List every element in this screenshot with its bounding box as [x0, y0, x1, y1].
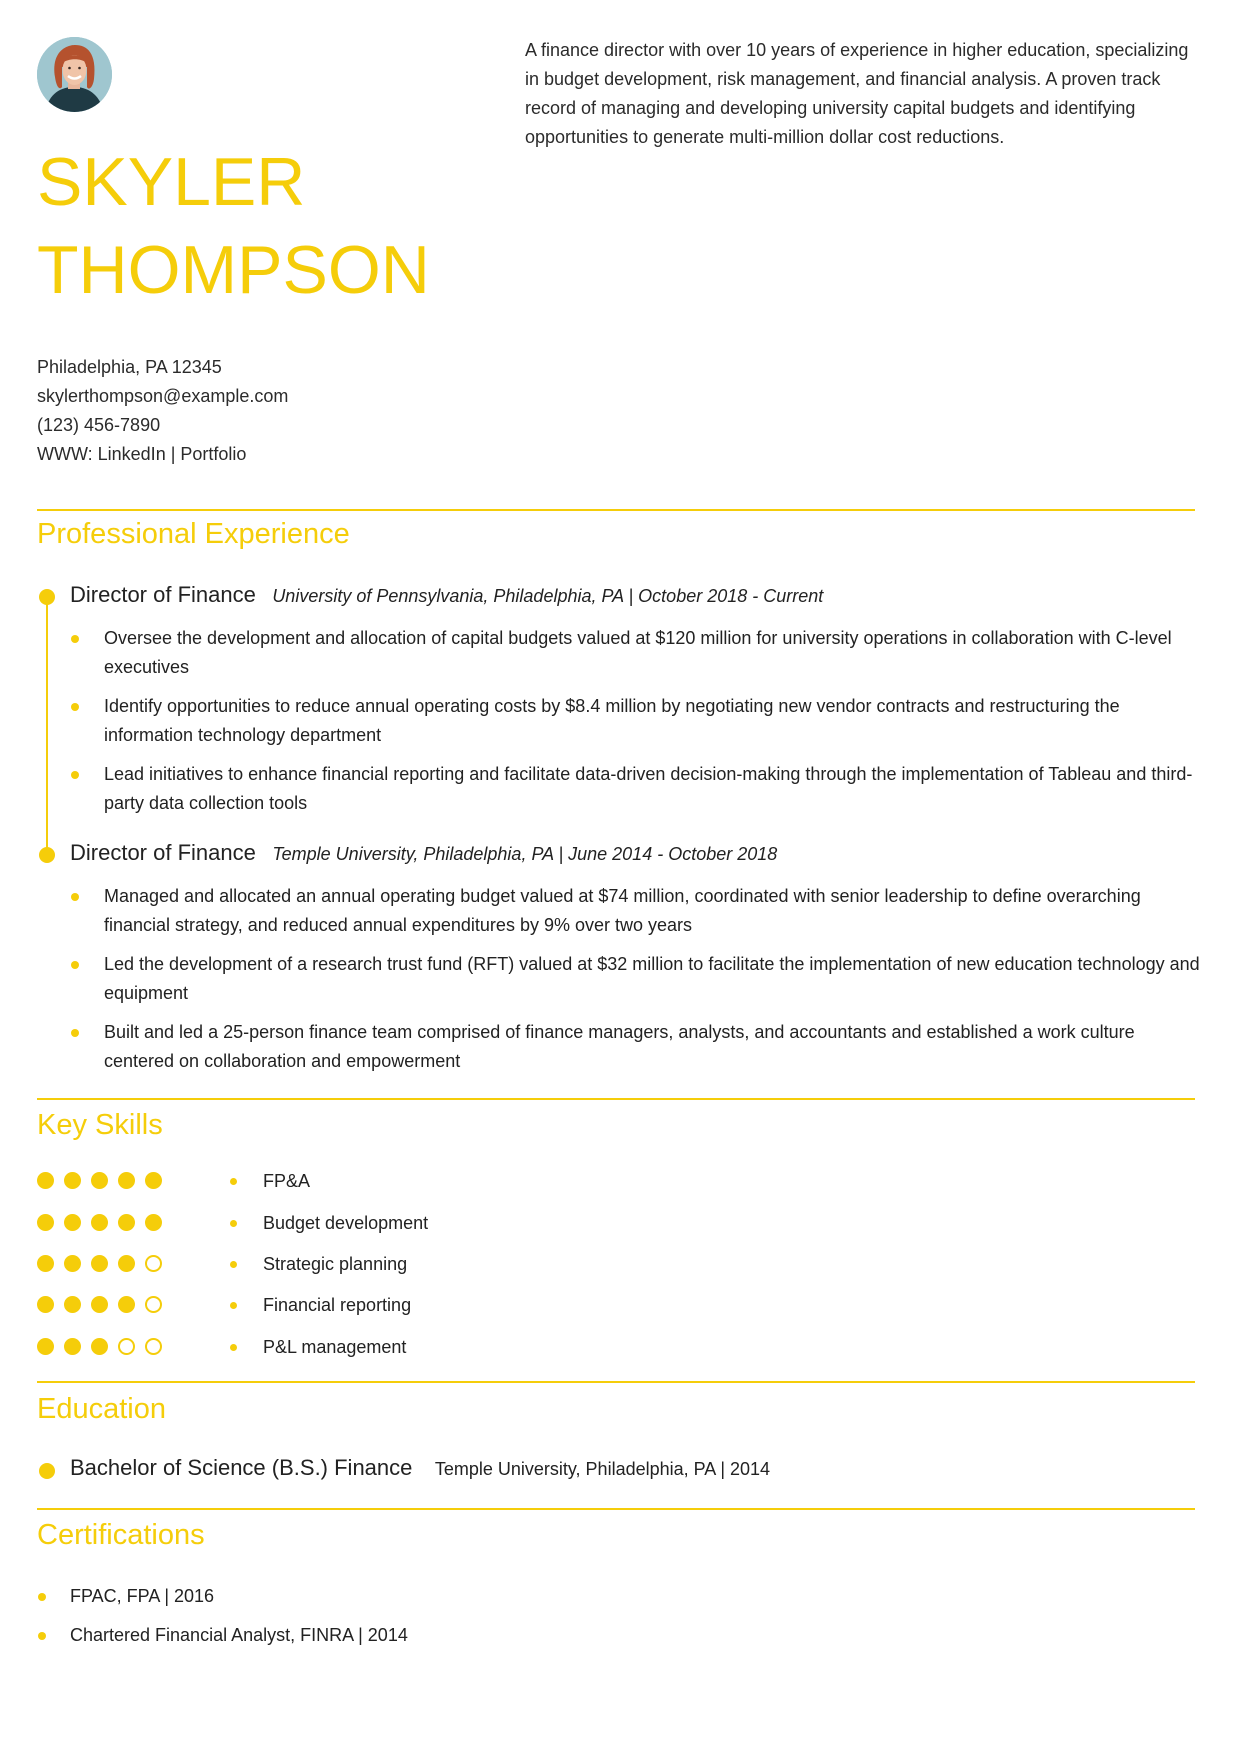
job-meta: Temple University, Philadelphia, PA | June 2014 - October 2018 — [272, 844, 778, 864]
rating-dot-filled-icon — [64, 1296, 81, 1313]
job-bullet: Oversee the development and allocation of capital budgets valued at $120 million for university operations in collaboration with C-level executives — [70, 624, 1200, 682]
rating-dot-empty-icon — [145, 1296, 162, 1313]
contact-email[interactable]: skylerthompson@example.com — [37, 386, 289, 406]
skill-label: Financial reporting — [263, 1295, 412, 1315]
first-name: SKYLER — [37, 144, 306, 220]
skill-row — [37, 1292, 637, 1318]
education-entry — [70, 1455, 770, 1481]
timeline-dot-icon — [39, 589, 55, 605]
experience-heading: Professional Experience — [37, 518, 350, 550]
skill-rating — [37, 1214, 172, 1232]
rating-dot-filled-icon — [91, 1214, 108, 1231]
job-bullet: Built and led a 25-person finance team comprised of finance managers, analysts, and accountants and established a work culture centered on collaboration and empowerment — [70, 1018, 1200, 1076]
job-meta: University of Pennsylvania, Philadelphia, PA | October 2018 - Current — [272, 586, 824, 606]
skill-row — [37, 1168, 637, 1194]
rating-dot-empty-icon — [145, 1338, 162, 1355]
degree: Bachelor of Science (B.S.) Finance — [70, 1455, 413, 1480]
rating-dot-filled-icon — [118, 1214, 135, 1231]
job-header — [70, 840, 777, 866]
job-bullet: Lead initiatives to enhance financial reporting and facilitate data-driven decision-making through the implementation of Tableau and third-party data collection tools — [70, 760, 1200, 818]
rating-dot-filled-icon — [91, 1172, 108, 1189]
contact-phone: (123) 456-7890 — [37, 415, 161, 435]
skill-row — [37, 1210, 637, 1236]
certification-item: FPAC, FPA | 2016 — [37, 1582, 408, 1611]
rating-dot-filled-icon — [37, 1296, 54, 1313]
rating-dot-filled-icon — [91, 1296, 108, 1313]
skill-label: Budget development — [263, 1213, 429, 1233]
school-meta: Temple University, Philadelphia, PA | 2014 — [434, 1459, 771, 1479]
skill-row — [37, 1334, 637, 1360]
job-header — [70, 582, 823, 608]
skills-heading: Key Skills — [37, 1109, 163, 1141]
job-bullet: Identify opportunities to reduce annual operating costs by $8.4 million by negotiating new vendor contracts and restructuring the information technology department — [70, 692, 1200, 750]
rating-dot-filled-icon — [37, 1255, 54, 1272]
bullet-dot-icon — [230, 1344, 237, 1351]
certification-item: Chartered Financial Analyst, FINRA | 2014 — [37, 1621, 408, 1650]
bullet-dot-icon — [230, 1261, 237, 1268]
skill-label: Strategic planning — [263, 1254, 408, 1274]
rating-dot-filled-icon — [118, 1255, 135, 1272]
section-divider — [37, 509, 1195, 511]
bullet-dot-icon — [230, 1220, 237, 1227]
job-title: Director of Finance — [70, 582, 256, 607]
rating-dot-filled-icon — [118, 1172, 135, 1189]
skill-rating — [37, 1172, 172, 1190]
bullet-dot-icon — [230, 1302, 237, 1309]
rating-dot-empty-icon — [118, 1338, 135, 1355]
experience-timeline — [46, 598, 48, 856]
job-bullets — [70, 624, 1200, 828]
bullet-dot-icon — [230, 1178, 237, 1185]
section-divider — [37, 1098, 1195, 1100]
timeline-dot-icon — [39, 847, 55, 863]
rating-dot-filled-icon — [91, 1338, 108, 1355]
avatar — [37, 37, 112, 112]
contact-address: Philadelphia, PA 12345 — [37, 357, 222, 377]
profile-summary: A finance director with over 10 years of experience in higher education, specializing in budget development, risk management, and financial analysis. A proven track record of managing and developing university capital budgets and identifying opportunities to generate multi-million dollar cost reductions. — [525, 40, 1189, 147]
rating-dot-empty-icon — [145, 1255, 162, 1272]
timeline-dot-icon — [39, 1463, 55, 1479]
skill-label: FP&A — [263, 1171, 311, 1191]
rating-dot-filled-icon — [145, 1172, 162, 1189]
rating-dot-filled-icon — [64, 1338, 81, 1355]
job-title: Director of Finance — [70, 840, 256, 865]
skill-row — [37, 1251, 637, 1277]
rating-dot-filled-icon — [64, 1172, 81, 1189]
certifications-heading: Certifications — [37, 1519, 205, 1551]
rating-dot-filled-icon — [64, 1214, 81, 1231]
rating-dot-filled-icon — [37, 1172, 54, 1189]
rating-dot-filled-icon — [145, 1214, 162, 1231]
rating-dot-filled-icon — [37, 1214, 54, 1231]
skill-rating — [37, 1255, 172, 1273]
rating-dot-filled-icon — [64, 1255, 81, 1272]
section-divider — [37, 1508, 1195, 1510]
job-bullets — [70, 882, 1200, 1086]
section-divider — [37, 1381, 1195, 1383]
rating-dot-filled-icon — [118, 1296, 135, 1313]
last-name: THOMPSON — [37, 232, 430, 308]
contact-block — [37, 353, 288, 469]
skill-rating — [37, 1338, 172, 1356]
education-heading: Education — [37, 1393, 166, 1425]
candidate-name — [37, 138, 430, 314]
certification-list — [37, 1582, 408, 1660]
contact-web-links[interactable]: WWW: LinkedIn | Portfolio — [37, 444, 247, 464]
job-bullet: Led the development of a research trust fund (RFT) valued at $32 million to facilitate the implementation of new education technology and equipment — [70, 950, 1200, 1008]
skill-label: P&L management — [263, 1337, 407, 1357]
skill-rating — [37, 1296, 172, 1314]
rating-dot-filled-icon — [37, 1338, 54, 1355]
job-bullet: Managed and allocated an annual operating budget valued at $74 million, coordinated with senior leadership to define overarching financial strategy, and reduced annual expenditures by 9% over two years — [70, 882, 1200, 940]
rating-dot-filled-icon — [91, 1255, 108, 1272]
avatar-portrait-icon — [37, 37, 112, 112]
